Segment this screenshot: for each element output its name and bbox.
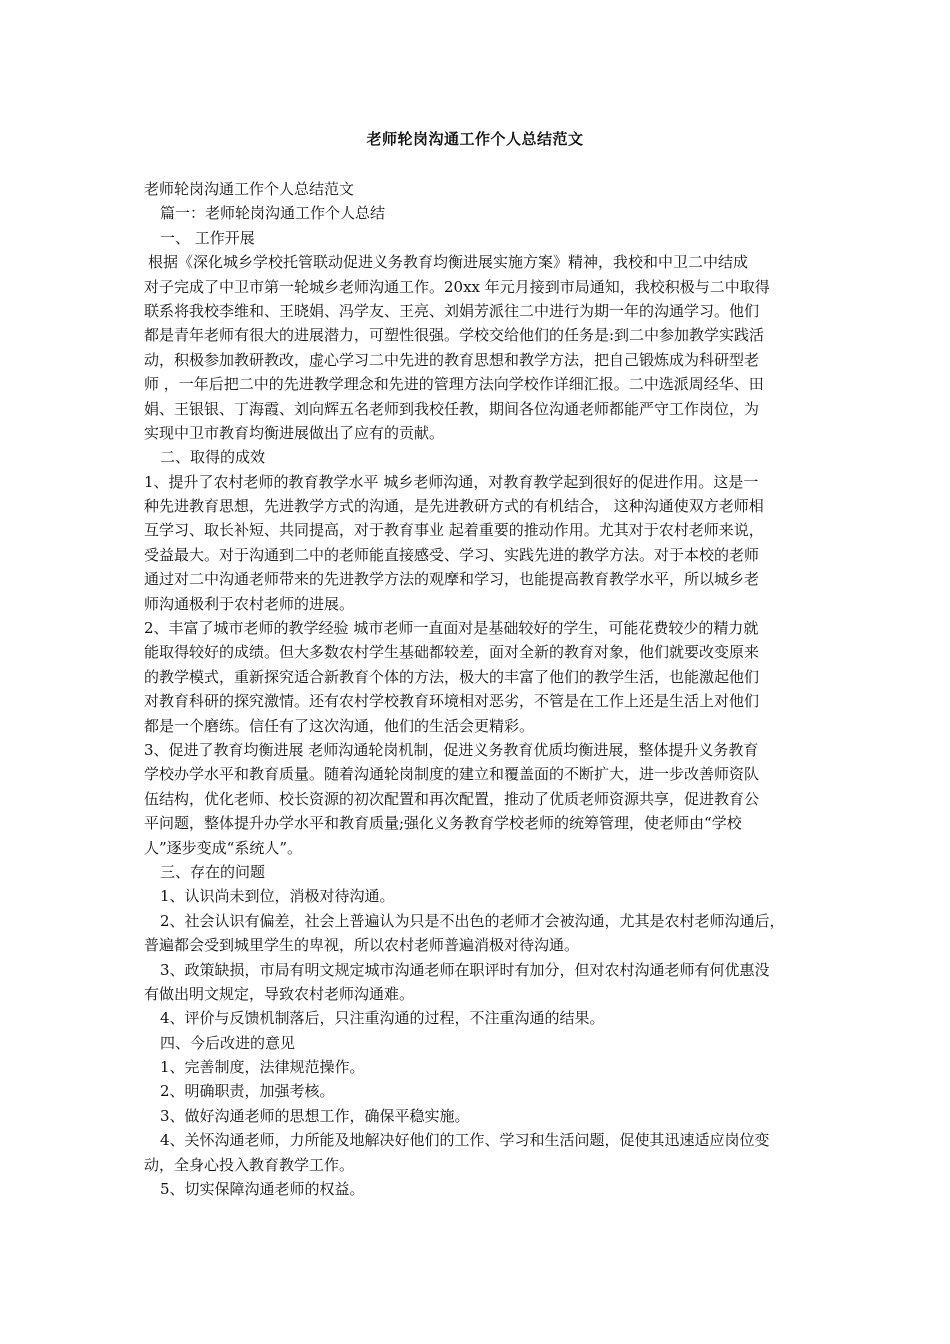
paragraph-line: 受益最大。对于沟通到二中的老师能直接感受、学习、实践先进的教学方法。对于本校的老师 <box>144 545 760 564</box>
list-item-continuation: 动，全身心投入教育教学工作。 <box>144 1155 355 1174</box>
paragraph-line: 平问题，整体提升办学水平和教育质量;强化义务教育学校老师的统筹管理，使老师由“学校 <box>144 814 742 833</box>
list-item: 1、完善制度，法律规范操作。 <box>160 1058 365 1077</box>
paragraph-line: 人”逐步变成“系统人”。 <box>144 838 303 857</box>
section-heading: 四、今后改进的意见 <box>160 1033 296 1052</box>
list-item: 5、切实保障沟通老师的权益。 <box>160 1180 365 1199</box>
list-item-continuation: 普遍都会受到城里学生的卑视，所以农村老师普遍消极对待沟通。 <box>144 936 580 955</box>
body-heading: 老师轮岗沟通工作个人总结范文 <box>144 180 355 198</box>
list-item: 1、认识尚未到位，消极对待沟通。 <box>160 887 395 906</box>
document-body <box>144 177 816 1201</box>
paragraph-line: 师 ，一年后把二中的先进教学理念和先进的管理方法向学校作详细汇报。二中选派周经华、田 <box>144 375 764 394</box>
paragraph-line: 通过对二中沟通老师带来的先进教学方法的观摩和学习，也能提高教育教学水平，所以城乡老 <box>144 570 760 589</box>
paragraph-line: 联系将我校李维和、王晓娟、冯学友、王亮、刘娟芳派往二中进行为期一年的沟通学习。他们 <box>144 301 760 320</box>
paragraph-line: 互学习、取长补短、共同提高，对于教育事业 起着重要的推动作用。尤其对于农村老师来说， <box>144 521 764 540</box>
paragraph-line: 学校办学水平和教育质量。随着沟通轮岗制度的建立和覆盖面的不断扩大，进一步改善师资队 <box>144 765 760 784</box>
paragraph-line: 实现中卫市教育均衡进展做出了应有的贡献。 <box>144 423 445 442</box>
list-item: 3、做好沟通老师的思想工作，确保平稳实施。 <box>160 1106 470 1125</box>
section-heading: 三、存在的问题 <box>160 862 266 881</box>
paragraph-line: 都是青年老师有很大的进展潜力，可塑性很强。学校交给他们的任务是:到二中参加教学实践活 <box>144 326 765 345</box>
list-item: 2、明确职责，加强考核。 <box>160 1082 335 1101</box>
paragraph-line: 伍结构，优化老师、校长资源的初次配置和再次配置，推动了优质老师资源共享，促进教育公 <box>144 789 760 808</box>
paragraph-line: 根据《深化城乡学校托管联动促进义务教育均衡进展实施方案》精神，我校和中卫二中结成 <box>148 253 749 272</box>
list-item: 4、关怀沟通老师，力所能及地解决好他们的工作、学习和生活问题，促使其迅速适应岗位变 <box>160 1131 770 1150</box>
list-item: 3、政策缺损，市局有明文规定城市沟通老师在职评时有加分，但对农村沟通老师有何优惠没 <box>160 960 770 979</box>
list-item: 2、社会认识有偏差，社会上普遍认为只是不出色的老师才会被沟通，尤其是农村老师沟通后， <box>160 911 785 930</box>
paragraph-line: 对子完成了中卫市第一轮城乡老师沟通工作。20xx 年元月接到市局通知，我校积极与二中取得 <box>144 277 770 296</box>
list-item: 4、评价与反馈机制落后，只注重沟通的过程，不注重沟通的结果。 <box>160 1009 605 1028</box>
paragraph-line: 2、丰富了城市老师的教学经验 城市老师一直面对是基础较好的学生，可能花费较少的精力就 <box>144 619 759 638</box>
paragraph-line: 种先进教育思想，先进教学方式的沟通，是先进教研方式的有机结合， 这种沟通使双方老师相 <box>144 497 764 516</box>
section-heading: 篇一：老师轮岗沟通工作个人总结 <box>160 204 386 223</box>
paragraph-line: 师沟通极利于农村老师的进展。 <box>144 594 355 613</box>
paragraph-line: 能取得较好的成绩。但大多数农村学生基础都较差，面对全新的教育对象，他们就要改变原来 <box>144 643 760 662</box>
paragraph-line: 都是一个磨练。信任有了这次沟通，他们的生活会更精彩。 <box>144 716 535 735</box>
paragraph-line: 对教育科研的探究激情。还有农村学校教育环境相对恶劣，不管是在工作上还是生活上对他们 <box>144 692 760 711</box>
section-heading: 一、 工作开展 <box>160 228 255 247</box>
paragraph-line: 3、促进了教育均衡进展 老师沟通轮岗机制，促进义务教育优质均衡进展，整体提升义务教育 <box>144 740 759 759</box>
document-title: 老师轮岗沟通工作个人总结范文 <box>366 130 584 148</box>
paragraph-line: 娟、王银银、丁海霞、刘向辉五名老师到我校任教，期间各位沟通老师都能严守工作岗位，为 <box>144 399 760 418</box>
list-item-continuation: 有做出明文规定，导致农村老师沟通难。 <box>144 984 415 1003</box>
section-heading: 二、取得的成效 <box>160 448 266 467</box>
paragraph-line: 动，积极参加教研教改，虚心学习二中先进的教育思想和教学方法，把自己锻炼成为科研型老 <box>144 350 760 369</box>
paragraph-line: 1、提升了农村老师的教育教学水平 城乡老师沟通，对教育教学起到很好的促进作用。这是一 <box>144 472 759 491</box>
paragraph-line: 的教学模式，重新探究适合新教育个体的方法，极大的丰富了他们的教学生活，也能激起他们 <box>144 667 760 686</box>
